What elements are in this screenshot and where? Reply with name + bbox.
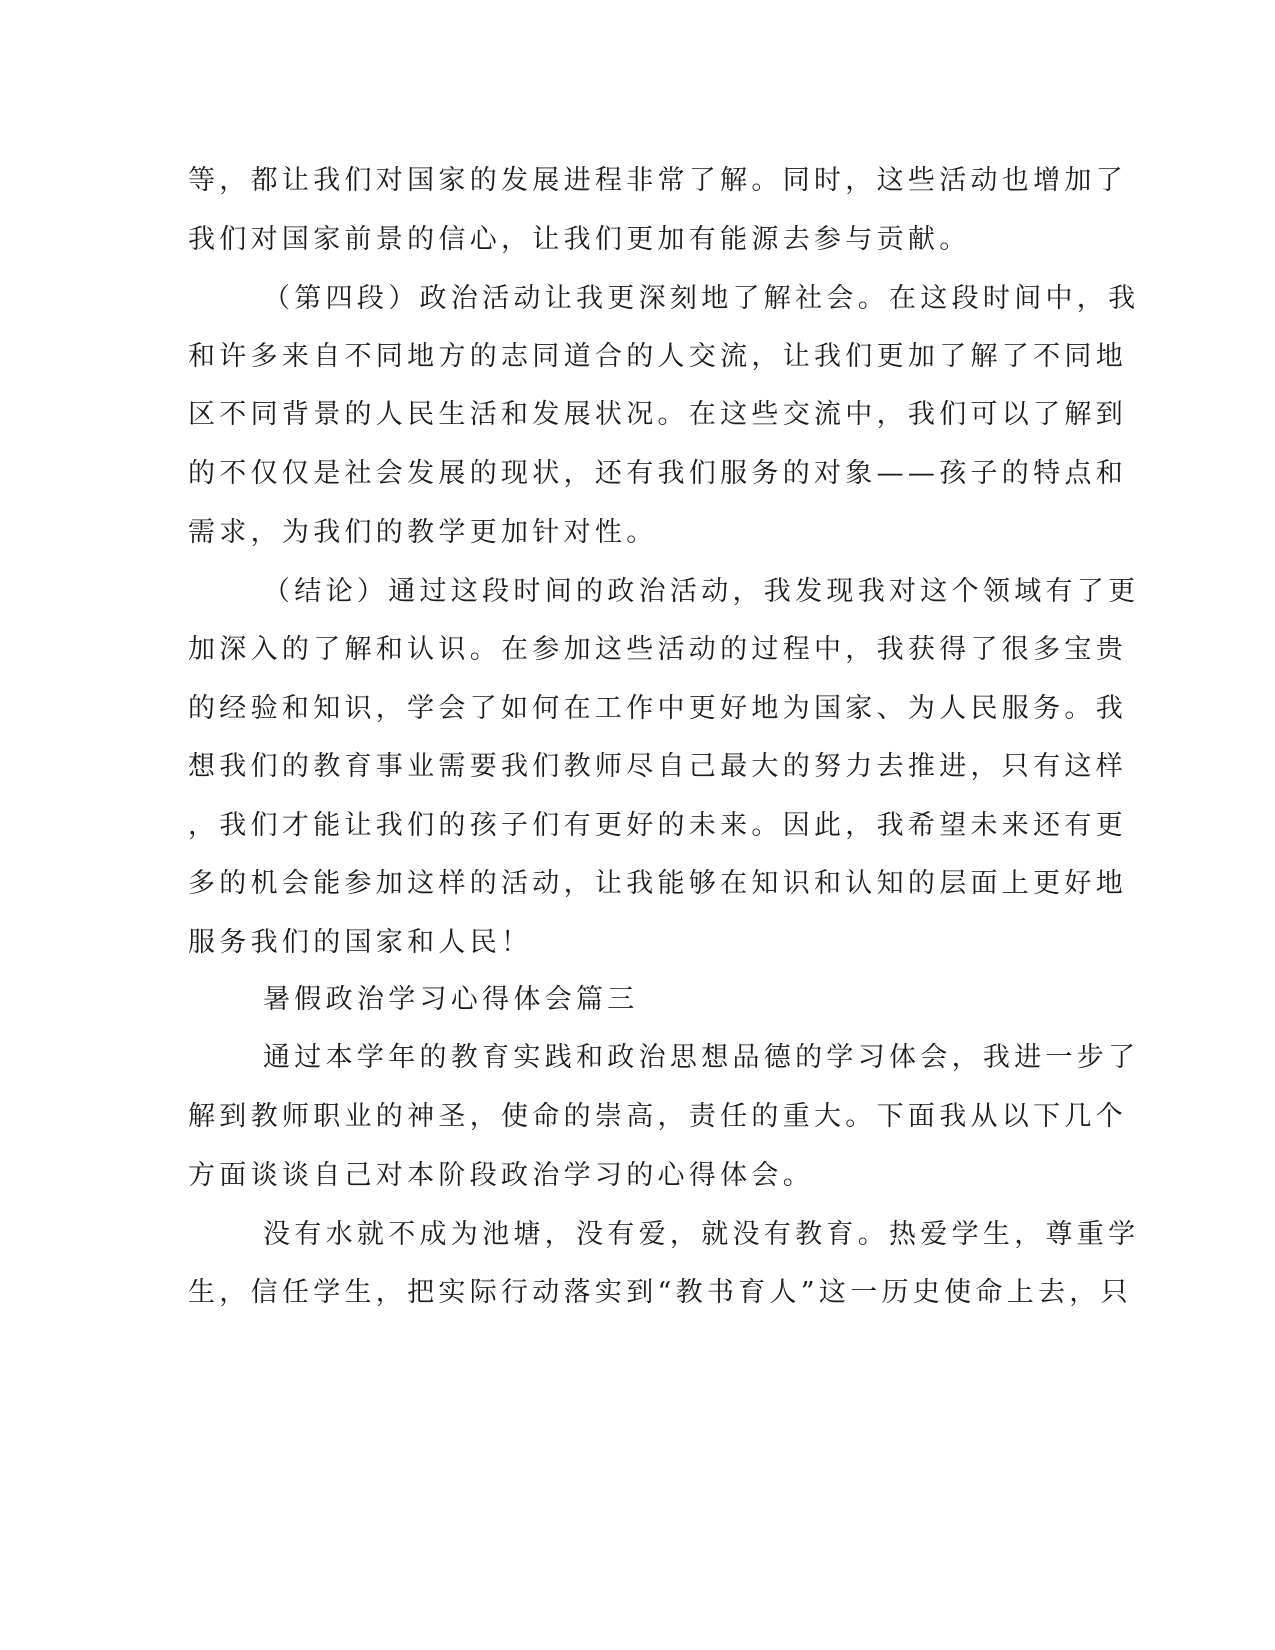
section-heading: 暑假政治学习心得体会篇三 [263,984,639,1015]
paragraph-line: 区不同背景的人民生活和发展状况。在这些交流中，我们可以了解到 [188,399,1127,430]
paragraph-line: （结论）通过这段时间的政治活动，我发现我对这个领域有了更 [263,576,1140,607]
paragraph-line: 的不仅仅是社会发展的现状，还有我们服务的对象——孩子的特点和 [188,458,1127,489]
paragraph-line: 等，都让我们对国家的发展进程非常了解。同时，这些活动也增加了 [188,165,1127,196]
paragraph-line: 生，信任学生，把实际行动落实到“教书育人”这一历史使命上去，只 [188,1277,1132,1308]
paragraph-line: 需求，为我们的教学更加针对性。 [188,517,658,548]
paragraph-line: 的经验和知识，学会了如何在工作中更好地为国家、为人民服务。我 [188,693,1127,724]
paragraph-line: 通过本学年的教育实践和政治思想品德的学习体会，我进一步了 [263,1042,1140,1073]
paragraph-line: 加深入的了解和认识。在参加这些活动的过程中，我获得了很多宝贵 [188,634,1127,665]
paragraph-line: 想我们的教育事业需要我们教师尽自己最大的努力去推进，只有这样 [188,751,1127,782]
paragraph-line: 我们对国家前景的信心，让我们更加有能源去参与贡献。 [188,224,971,255]
paragraph-line: （第四段）政治活动让我更深刻地了解社会。在这段时间中，我 [263,283,1140,314]
paragraph-line: 服务我们的国家和人民！ [188,927,533,958]
paragraph-line: 和许多来自不同地方的志同道合的人交流，让我们更加了解了不同地 [188,341,1127,372]
paragraph-line: 多的机会能参加这样的活动，让我能够在知识和认知的层面上更好地 [188,868,1127,899]
paragraph-line: 方面谈谈自己对本阶段政治学习的心得体会。 [188,1160,814,1191]
paragraph-line: 没有水就不成为池塘，没有爱，就没有教育。热爱学生，尊重学 [263,1219,1140,1250]
paragraph-line: 解到教师职业的神圣，使命的崇高，责任的重大。下面我从以下几个 [188,1101,1127,1132]
paragraph-line: ，我们才能让我们的孩子们有更好的未来。因此，我希望未来还有更 [188,810,1127,841]
